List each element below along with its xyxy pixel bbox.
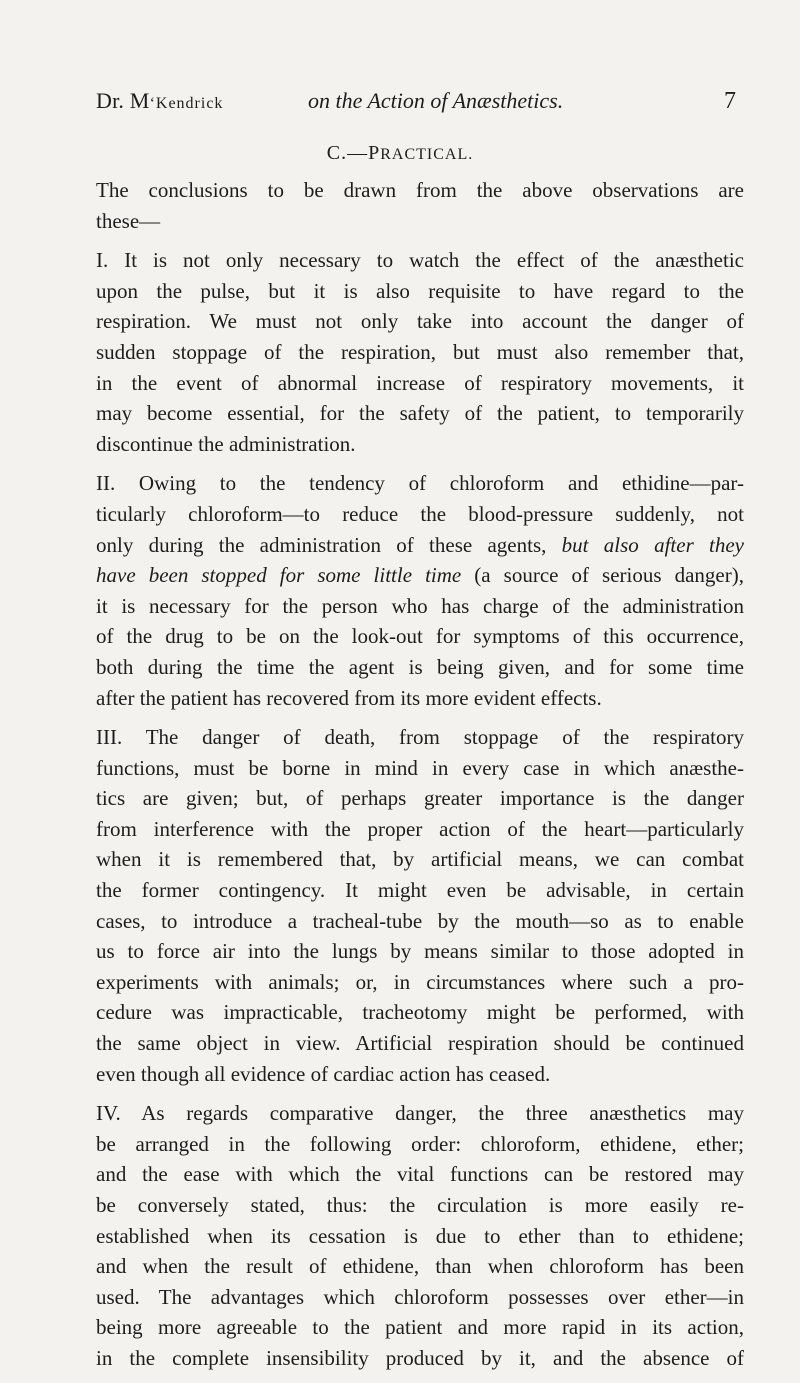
page-number: 7 [724,88,736,114]
text-line: both during the time the agent is being given, and for some time [96,654,744,679]
text-line: upon the pulse, but it is also requisite to have regard to the [96,278,744,303]
text-line: it is necessary for the person who has charge of the administration [96,593,744,618]
text-line: ticularly chloroform—to reduce the blood-pressure suddenly, not [96,501,744,526]
text-line: being more agreeable to the patient and more rapid in its action, [96,1315,744,1340]
running-title: on the Action of Anæsthetics. [308,88,564,113]
text-line: when it is remembered that, by artificial means, we can combat [96,847,744,872]
text-line: from interference with the proper action of the heart—particularly [96,816,744,841]
text-line: even though all evidence of cardiac action has ceased. [96,1061,551,1086]
paragraph-iii [96,722,744,1089]
text-line: the former contingency. It might even be advisable, in certain [96,878,744,903]
body-text [96,175,744,1383]
text-line: these— [96,208,161,233]
text-line: be arranged in the following order: chloroform, ethidene, ether; [96,1131,744,1156]
running-header [96,88,736,122]
text-line: cedure was impracticable, tracheotomy might be performed, with [96,1000,744,1025]
section-heading [0,142,800,165]
text-line: used. The advantages which chloroform possesses over ether—in [96,1284,744,1309]
text-line: in the complete insensibility produced by it, and the absence of [96,1345,744,1370]
text-line: the same object in view. Artificial respiration should be continued [96,1031,744,1056]
text-line: established when its cessation is due to ether than to ethidene; [96,1223,744,1248]
text-line: discontinue the administration. [96,431,356,456]
italic-segment: have been stopped for some little time [96,563,462,588]
text-line: respiration. We must not only take into account the danger of [96,309,744,334]
text-line: sudden stoppage of the respiration, but must also remember that, [96,339,744,364]
text-line: and the ease with which the vital functions can be restored may [96,1162,744,1187]
author-surname: ‘Kendrick [149,95,224,112]
text-line: tics are given; but, of perhaps greater importance is the danger [96,786,744,811]
text-line: cases, to introduce a tracheal-tube by the mouth—so as to enable [96,908,744,933]
author-prefix: Dr. M [96,88,150,113]
text-line: IV. As regards comparative danger, the three anæsthetics may [96,1101,744,1126]
paragraph-iv [96,1098,744,1373]
text-segment: (a source of serious danger), [461,563,744,588]
text-line: The conclusions to be drawn from the above observations are [96,178,744,202]
text-line: II. Owing to the tendency of chloroform and ethidine—par- [96,471,744,496]
text-line-mixed [96,530,744,561]
text-line: functions, must be borne in mind in every case in which anæsthe- [96,755,744,780]
text-line: and when the result of ethidene, than when chloroform has been [96,1254,744,1279]
text-line-mixed [96,560,744,591]
text-line: us to force air into the lungs by means similar to those adopted in [96,939,744,964]
italic-segment: but also after they [546,532,745,557]
text-line: in the event of abnormal increase of respiratory movements, it [96,370,744,395]
section-title-text: RACTICAL. [380,146,474,163]
text-line: may become essential, for the safety of the patient, to temporarily [96,401,744,426]
paragraph-i [96,245,744,459]
paragraph-intro [96,175,744,236]
section-letter: C.—P [326,142,381,164]
text-line: I. It is not only necessary to watch the effect of the anæsthetic [96,248,744,273]
author-name [96,88,223,114]
text-line: be conversely stated, thus: the circulation is more easily re- [96,1193,744,1217]
text-line: experiments with animals; or, in circumstances where such a pro- [96,969,744,994]
text-line: III. The danger of death, from stoppage of the respiratory [96,725,744,750]
paragraph-ii [96,468,744,713]
text-line: after the patient has recovered from its more evident effects. [96,685,602,710]
text-segment: only during the administration of these agents, [96,532,547,557]
text-line: of the drug to be on the look-out for symptoms of this occurrence, [96,624,744,649]
